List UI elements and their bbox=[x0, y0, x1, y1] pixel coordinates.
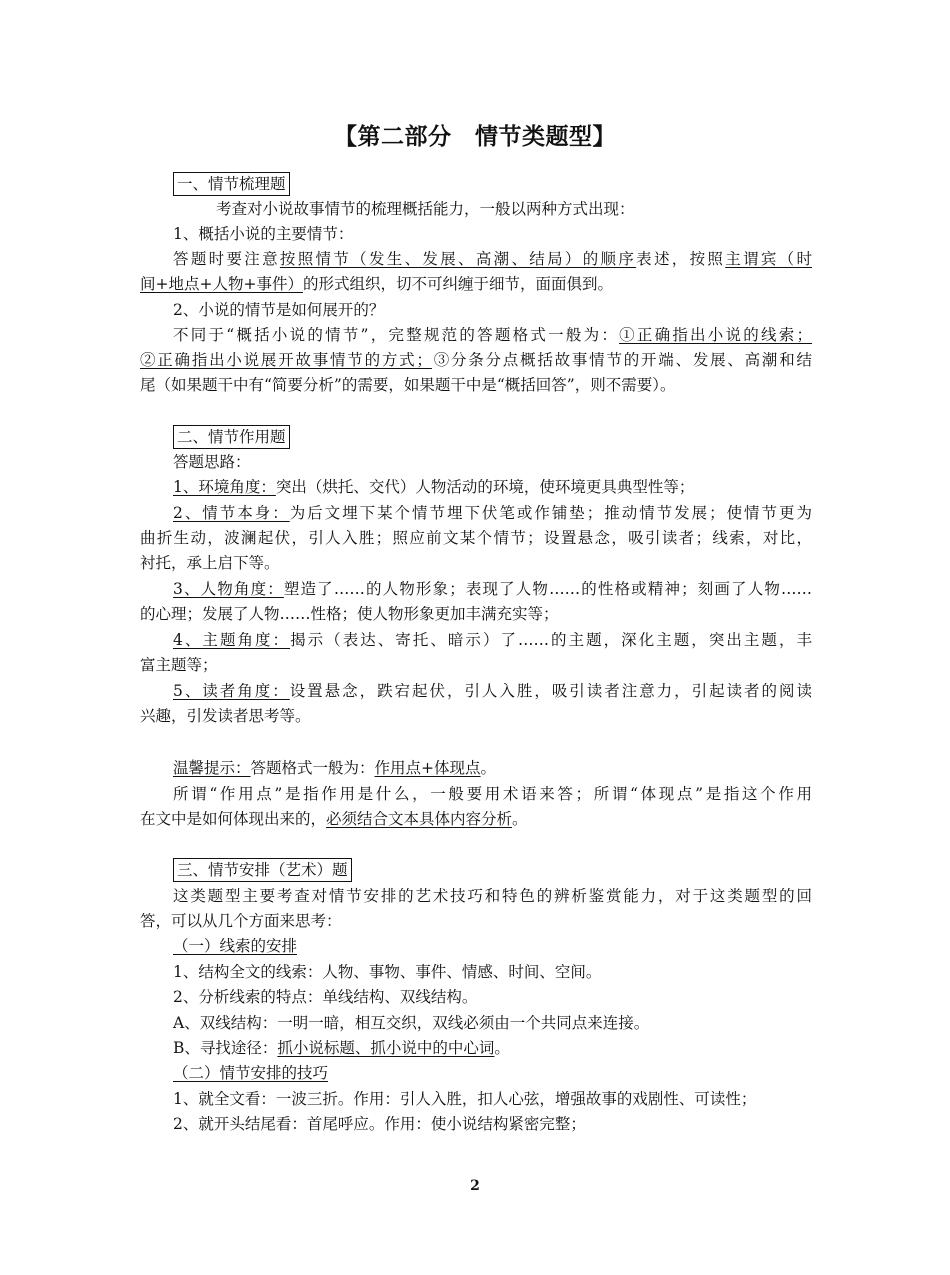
s1-q2: 2、小说的情节是如何展开的？ bbox=[173, 301, 385, 319]
section-1-heading: 一、情节梳理题 bbox=[173, 172, 290, 196]
s1-a1-mid: 表述，按照 bbox=[636, 250, 726, 268]
s2-p4-text: 揭示（表达、寄托、暗示）了……的主题，深化主题，突出主题，丰 bbox=[290, 631, 812, 649]
s1-a2-post: ③分条分点概括故事情节的开端、发展、高潮和结 bbox=[431, 351, 812, 369]
s2-p5-line2: 兴趣，引发读者思考等。 bbox=[140, 707, 311, 725]
s2-p4-line2: 富主题等； bbox=[140, 656, 218, 674]
s2-p2-line3: 衬托，承上启下等。 bbox=[140, 554, 280, 572]
s3-sub2-text: （二）情节安排的技巧 bbox=[173, 1064, 329, 1082]
s2-p1-text: 突出（烘托、交代）人物活动的环境，使环境更具典型性等； bbox=[275, 478, 695, 496]
page-number: 2 bbox=[470, 1178, 480, 1194]
s1-a1-line1 bbox=[173, 247, 812, 271]
s2-p3-line2: 的心理；发展了人物……性格；使人物形象更加丰满充实等； bbox=[140, 605, 559, 623]
section-1-heading-line bbox=[173, 172, 812, 196]
s2-lead: 答题思路： bbox=[173, 453, 251, 471]
s3-l1: 1、结构全文的线索：人物、事物、事件、情感、时间、空间。 bbox=[173, 963, 602, 981]
s3-l4-pre: B、寻找途径： bbox=[173, 1039, 278, 1057]
s1-a1-underline-1: 按照情节（发生、发展、高潮、结局）的顺序 bbox=[279, 250, 637, 268]
s2-p5-text: 设置悬念，跌宕起伏，引人入胜，吸引读者注意力，引起读者的阅读 bbox=[289, 682, 812, 700]
tip-end: 。 bbox=[480, 759, 497, 777]
s2-p5-line1 bbox=[173, 679, 812, 703]
exp-pre: 在文中是如何体现出来的， bbox=[140, 810, 327, 828]
s2-p1 bbox=[173, 475, 812, 499]
s3-l3: A、双线结构：一明一暗，相互交织，双线必须由一个共同点来连接。 bbox=[173, 1014, 650, 1032]
s3-intro-line1: 这类题型主要考查对情节安排的艺术技巧和特色的辨析鉴赏能力，对于这类题型的回 bbox=[173, 887, 812, 905]
section-2-heading-line bbox=[173, 425, 812, 449]
s2-p2-text: 为后文埋下某个情节埋下伏笔或作铺垫；推动情节发展；使情节更为 bbox=[289, 504, 812, 522]
s2-p2-line2: 曲折生动，波澜起伏，引人入胜；照应前文某个情节；设置悬念，吸引读者；线索，对比， bbox=[140, 529, 812, 547]
s1-a1-underline-3: 间+地点+人物+事件） bbox=[140, 275, 303, 293]
s2-p3-text: 塑造了……的人物形象；表现了人物……的性格或精神；刻画了人物…… bbox=[283, 580, 812, 598]
s2-p2-label: 2、情节本身： bbox=[173, 504, 290, 522]
s3-l2: 2、分析线索的特点：单线结构、双线结构。 bbox=[173, 988, 478, 1006]
tip-label: 温馨提示： bbox=[173, 759, 251, 777]
page-title: 【第二部分 情节类题型】 bbox=[334, 124, 616, 150]
exp-underline: 必须结合文本具体内容分析 bbox=[326, 810, 513, 828]
s2-exp-line1: 所谓“作用点”是指作用是什么，一般要用术语来答；所谓“体现点”是指这个作用 bbox=[173, 785, 812, 803]
s1-a2-line3: 尾（如果题干中有“简要分析”的需要，如果题干中是“概括回答”，则不需要）。 bbox=[140, 376, 676, 394]
s3-l6: 2、就开头结尾看：首尾呼应。作用：使小说结构紧密完整； bbox=[173, 1115, 586, 1133]
s3-l4-end: 。 bbox=[494, 1039, 510, 1057]
s3-l4 bbox=[173, 1036, 812, 1060]
s2-p3-line1 bbox=[173, 577, 812, 601]
s2-tip bbox=[173, 756, 812, 780]
s1-a1-line2 bbox=[140, 272, 812, 296]
s1-a1-pre: 答题时要注意 bbox=[173, 250, 280, 268]
tip-underline: 作用点+体现点 bbox=[374, 759, 481, 777]
s3-sub1 bbox=[173, 934, 812, 958]
s1-a2-underline-2: ②正确指出小说展开故事情节的方式； bbox=[140, 351, 432, 369]
exp-end: 。 bbox=[512, 810, 528, 828]
s3-l5: 1、就全文看：一波三折。作用：引人入胜，扣人心弦，增强故事的戏剧性、可读性； bbox=[173, 1090, 757, 1108]
s2-p5-label: 5、读者角度： bbox=[173, 682, 290, 700]
s1-a2-pre: 不同于“概括小说的情节”，完整规范的答题格式一般为： bbox=[173, 326, 620, 344]
s1-a2-line2 bbox=[140, 348, 812, 372]
s2-p3-label: 3、人物角度： bbox=[173, 580, 284, 598]
tip-mid: 答题格式一般为： bbox=[250, 759, 375, 777]
section-3-heading-line bbox=[173, 858, 812, 882]
s2-p4-label: 4、主题角度： bbox=[173, 631, 291, 649]
s2-p1-label: 1、环境角度： bbox=[173, 478, 276, 496]
s1-a1-underline-2: 主谓宾（时 bbox=[725, 250, 812, 268]
s1-a2-line1 bbox=[173, 323, 812, 347]
s1-a1-post: 的形式组织，切不可纠缠于细节，面面俱到。 bbox=[302, 275, 613, 293]
s3-sub1-text: （一）线索的安排 bbox=[173, 937, 298, 955]
s3-l4-underline: 抓小说标题、抓小说中的中心词 bbox=[277, 1039, 495, 1057]
s1-intro: 考查对小说故事情节的梳理概括能力，一般以两种方式出现： bbox=[216, 200, 635, 218]
section-3-heading: 三、情节安排（艺术）题 bbox=[173, 858, 352, 882]
section-2-heading: 二、情节作用题 bbox=[173, 425, 290, 449]
s3-intro-line2: 答，可以从几个方面来思考： bbox=[140, 912, 342, 930]
s2-p2-line1 bbox=[173, 501, 812, 525]
s1-q1: 1、概括小说的主要情节： bbox=[173, 225, 354, 243]
s2-p4-line1 bbox=[173, 628, 812, 652]
s2-exp-line2 bbox=[140, 807, 812, 831]
s3-sub2 bbox=[173, 1061, 812, 1085]
s1-a2-underline-1: ①正确指出小说的线索； bbox=[619, 326, 812, 344]
